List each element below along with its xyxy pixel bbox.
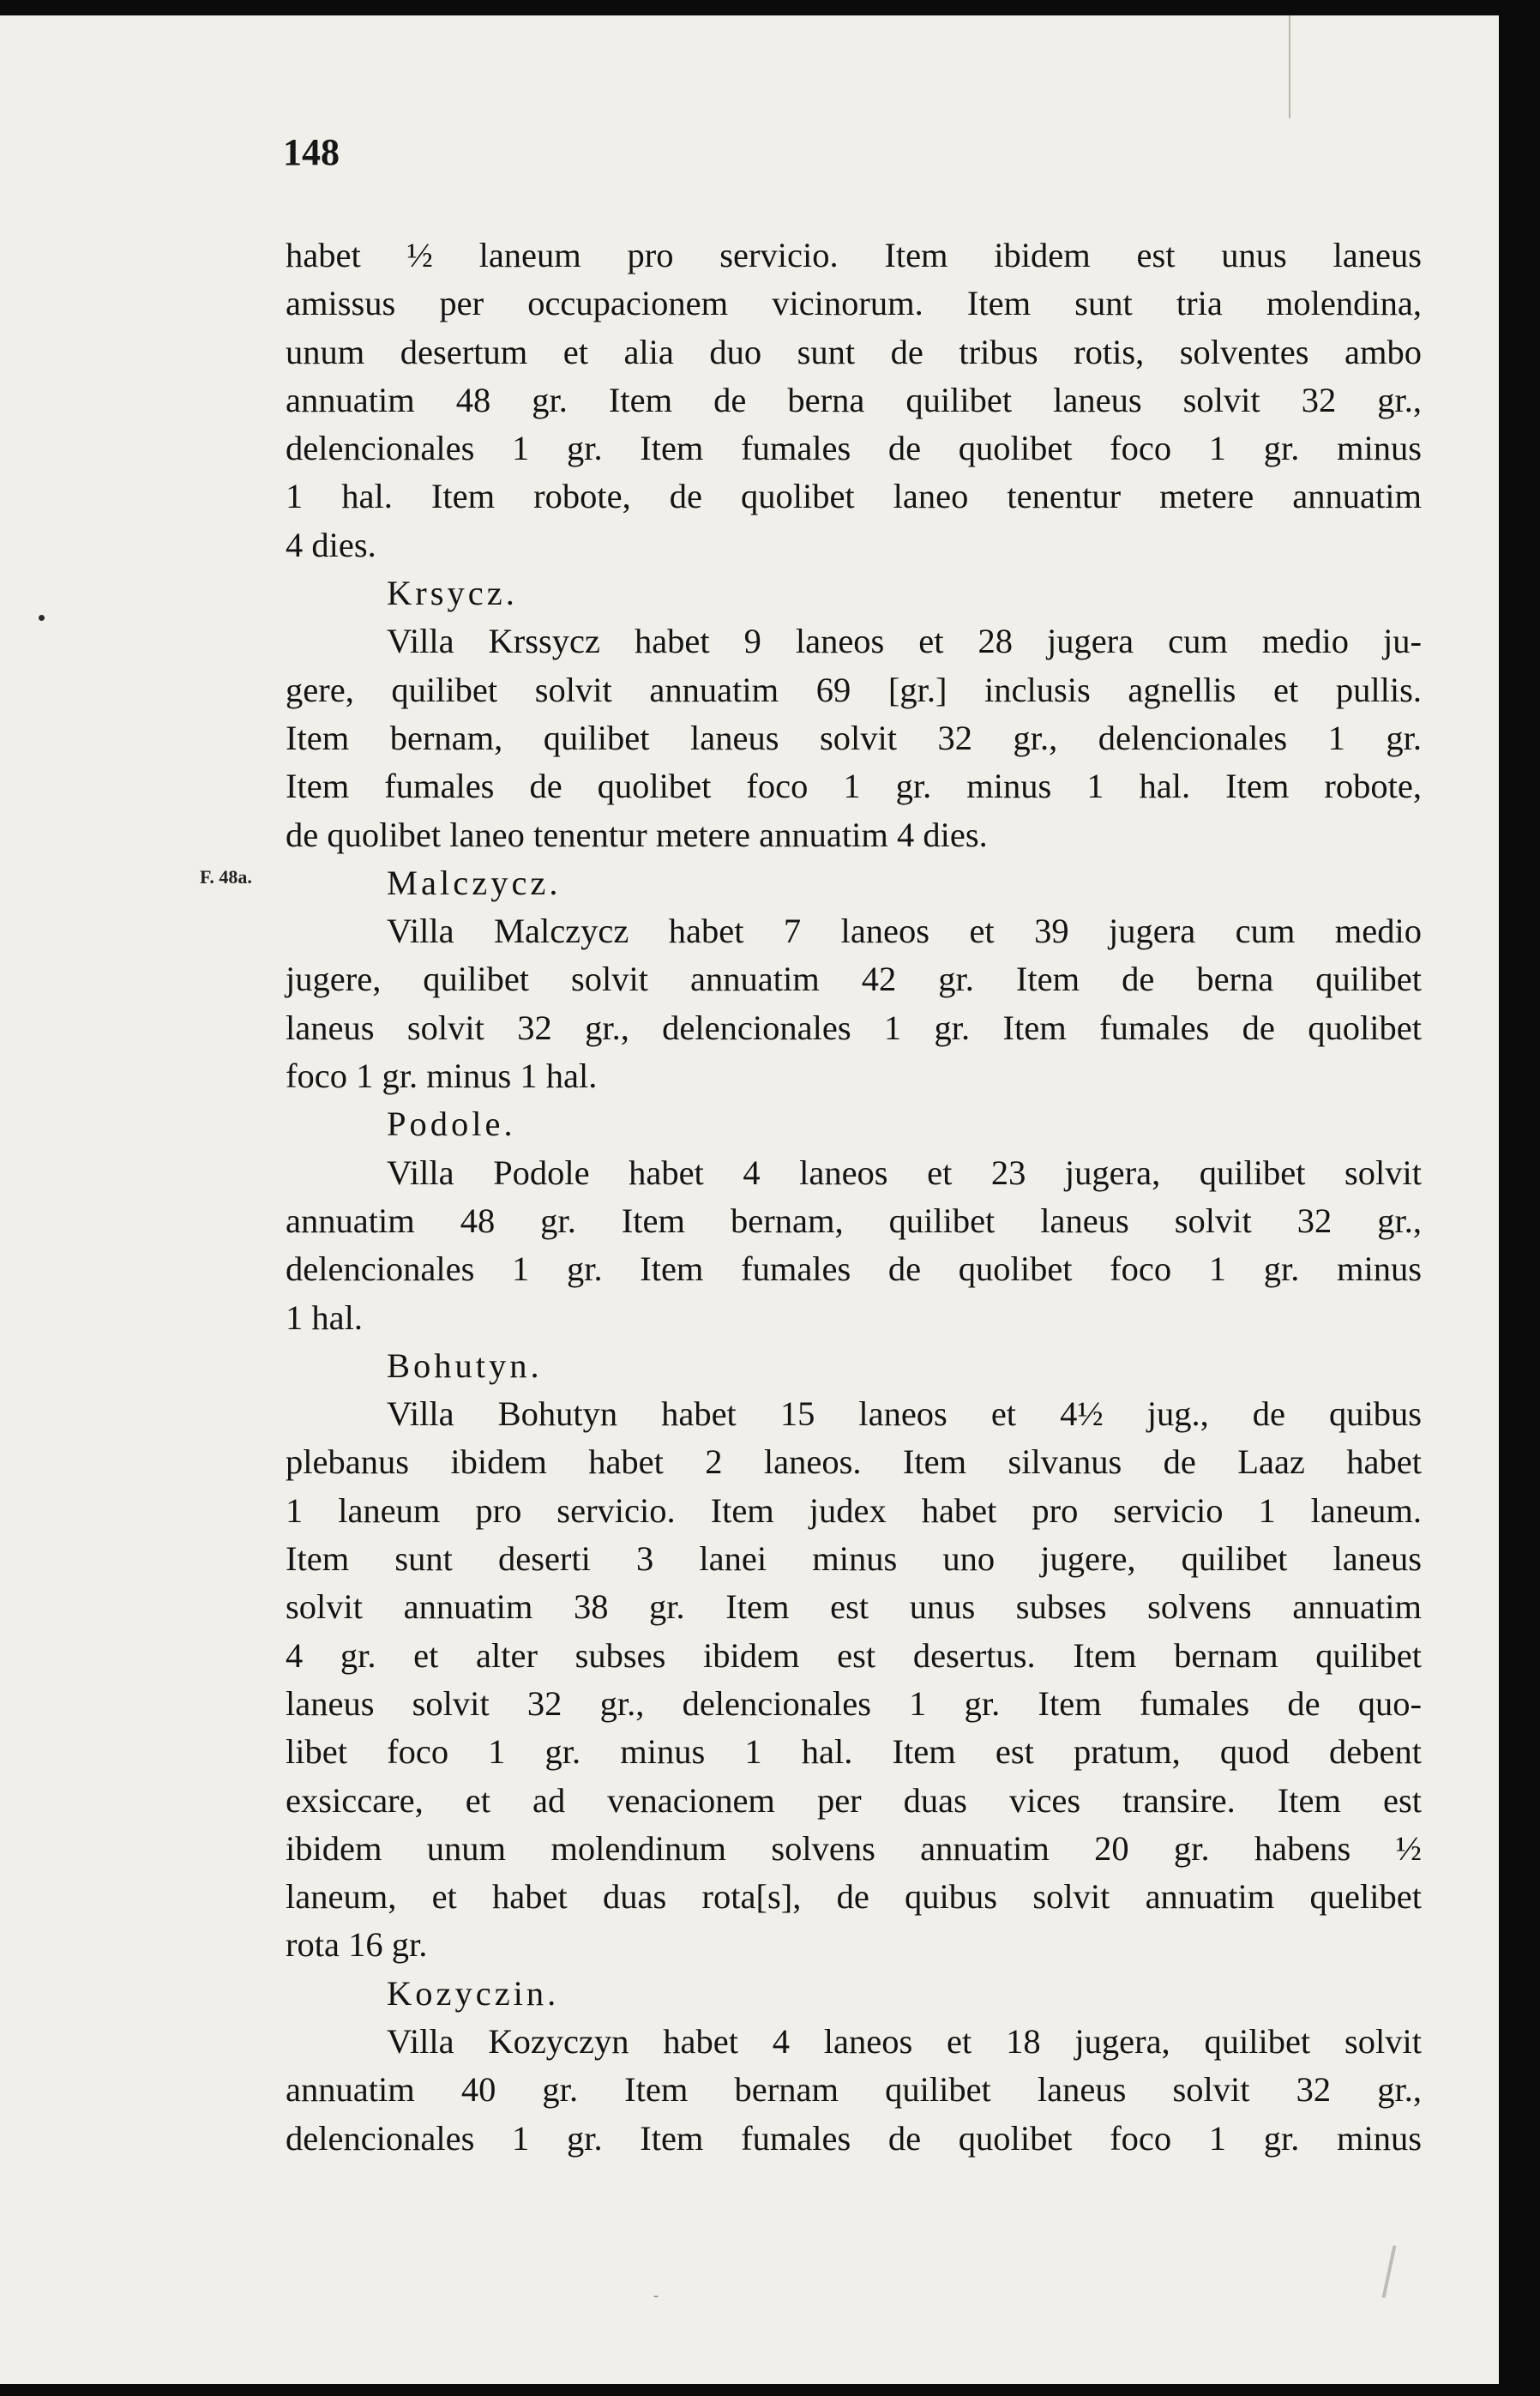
margin-folio-note: F. 48a. <box>200 866 252 888</box>
page-number: 148 <box>283 131 340 173</box>
text-line: gere, quilibet solvit annuatim 69 [gr.] inclusis agnellis et pullis. <box>286 670 1422 709</box>
text-line: habet ½ laneum pro servicio. Item ibidem est unus laneus <box>286 236 1422 274</box>
text-line: 1 hal. Item robote, de quolibet laneo tenentur metere annuatim <box>286 477 1422 516</box>
text-line: 4 gr. et alter subses ibidem est desertus. Item bernam quilibet <box>286 1635 1422 1675</box>
text-line: ibidem unum molendinum solvens annuatim 20 gr. habens ½ <box>286 1828 1422 1868</box>
village-heading: Krsycz. <box>387 574 518 613</box>
document-body <box>286 232 1422 2163</box>
text-line: exsiccare, et ad venacionem per duas vices transire. Item est <box>286 1780 1422 1820</box>
text-line: foco 1 gr. minus 1 hal. <box>286 1057 598 1096</box>
text-line: Villa Malczycz habet 7 laneos et 39 jugera cum medio <box>387 912 1422 951</box>
text-line: Villa Bohutyn habet 15 laneos et 4½ jug., de quibus <box>387 1394 1422 1434</box>
text-line: annuatim 48 gr. Item bernam, quilibet laneus solvit 32 gr., <box>286 1201 1422 1240</box>
text-line: plebanus ibidem habet 2 laneos. Item silvanus de Laaz habet <box>286 1442 1422 1482</box>
page-fold-mark <box>1289 15 1290 118</box>
text-line: laneus solvit 32 gr., delencionales 1 gr. Item fumales de quo- <box>286 1683 1422 1723</box>
text-line: laneum, et habet duas rota[s], de quibus solvit annuatim quelibet <box>286 1877 1422 1917</box>
text-line: Villa Podole habet 4 laneos et 23 jugera, quilibet solvit <box>387 1153 1422 1192</box>
text-line: 4 dies. <box>286 525 376 564</box>
text-line: annuatim 48 gr. Item de berna quilibet laneus solvit 32 gr., <box>286 380 1422 419</box>
text-line: jugere, quilibet solvit annuatim 42 gr. Item de berna quilibet <box>286 960 1422 999</box>
text-line: libet foco 1 gr. minus 1 hal. Item est pratum, quod debent <box>286 1732 1422 1772</box>
text-line: solvit annuatim 38 gr. Item est unus subses solvens annuatim <box>286 1587 1422 1627</box>
text-line: 1 laneum pro servicio. Item judex habet pro servicio 1 laneum. <box>286 1490 1422 1530</box>
text-line: de quolibet laneo tenentur metere annuatim 4 dies. <box>286 815 988 854</box>
text-line: delencionales 1 gr. Item fumales de quolibet foco 1 gr. minus <box>286 1249 1422 1289</box>
village-heading: Kozyczin. <box>387 1973 560 2013</box>
village-heading: Bohutyn. <box>387 1345 543 1385</box>
village-heading: Podole. <box>387 1105 516 1144</box>
text-line: Villa Krssycz habet 9 laneos et 28 jugera cum medio ju- <box>387 622 1422 661</box>
smudge-mark: - <box>653 2286 659 2303</box>
text-line: unum desertum et alia duo sunt de tribus rotis, solventes ambo <box>286 332 1422 371</box>
margin-dot-mark <box>39 615 45 621</box>
village-heading: Malczycz. <box>387 863 562 902</box>
text-line: Item sunt deserti 3 lanei minus uno jugere, quilibet laneus <box>286 1539 1422 1579</box>
text-line: annuatim 40 gr. Item bernam quilibet laneus solvit 32 gr., <box>286 2070 1422 2110</box>
text-line: laneus solvit 32 gr., delencionales 1 gr. Item fumales de quolibet <box>286 1008 1422 1047</box>
text-line: delencionales 1 gr. Item fumales de quolibet foco 1 gr. minus <box>286 429 1422 468</box>
text-line: rota 16 gr. <box>286 1925 428 1965</box>
text-line: Villa Kozyczyn habet 4 laneos et 18 jugera, quilibet solvit <box>387 2021 1422 2061</box>
text-line: delencionales 1 gr. Item fumales de quolibet foco 1 gr. minus <box>286 2118 1422 2158</box>
text-line: amissus per occupacionem vicinorum. Item sunt tria molendina, <box>286 284 1422 323</box>
text-line: 1 hal. <box>286 1297 363 1337</box>
text-line: Item bernam, quilibet laneus solvit 32 gr., delencionales 1 gr. <box>286 718 1422 757</box>
text-line: Item fumales de quolibet foco 1 gr. minus 1 hal. Item robote, <box>286 767 1422 806</box>
